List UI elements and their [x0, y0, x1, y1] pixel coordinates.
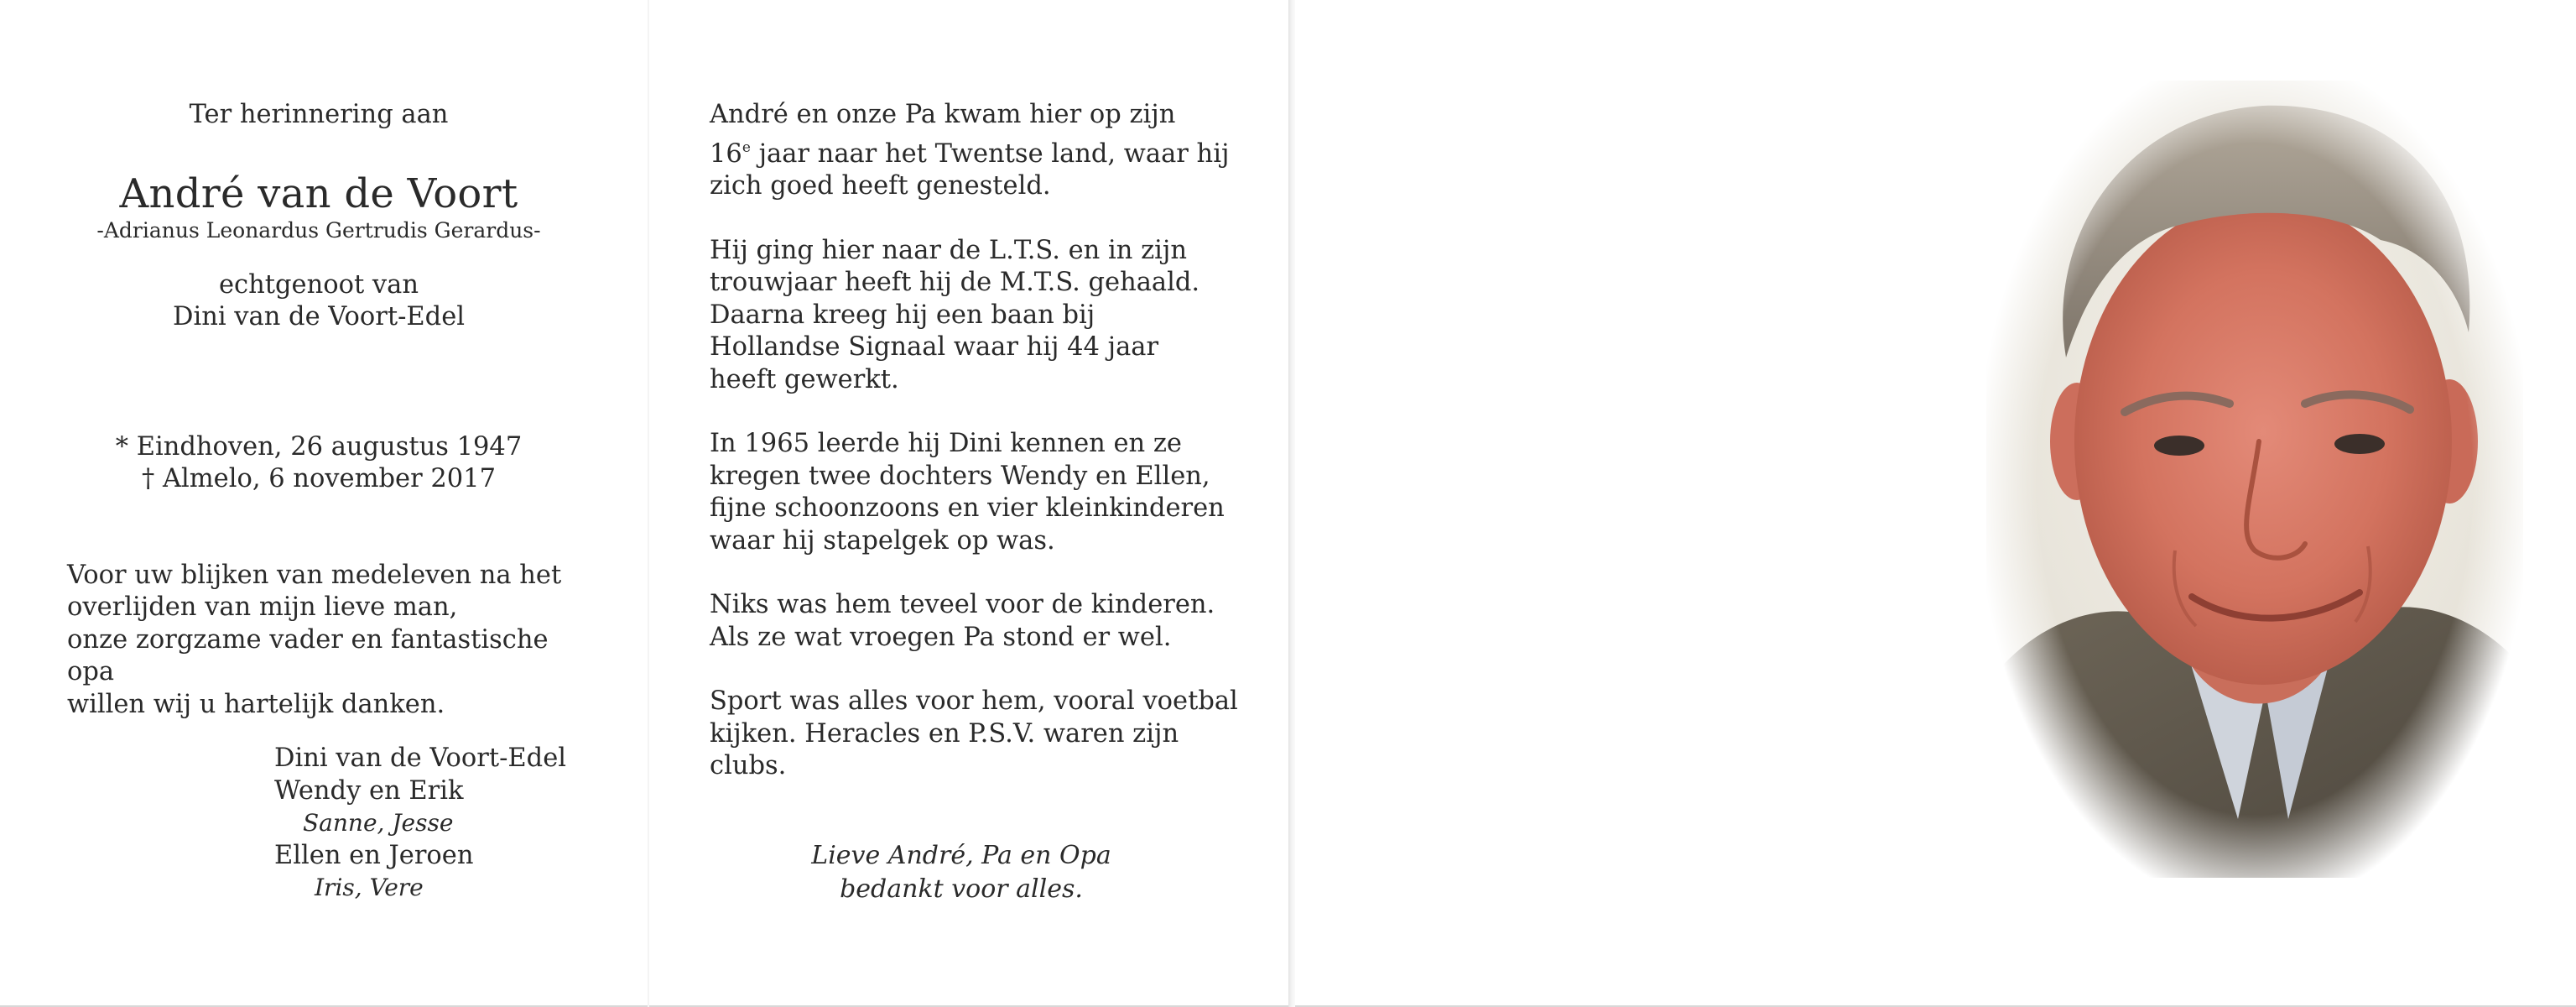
text-line: In 1965 leerde hij Dini kennen en ze: [710, 429, 1182, 458]
deceased-name: André van de Voort: [119, 170, 518, 217]
family-name: Dini van de Voort-Edel: [274, 744, 567, 773]
text-line: Daarna kreeg hij een baan bij: [710, 300, 1095, 330]
ordinal-suffix: e: [742, 138, 751, 156]
text-line: zich goed heeft genesteld.: [710, 171, 1051, 201]
family-name: Wendy en Erik: [274, 775, 464, 806]
family-name: Ellen en Jeroen: [274, 840, 474, 870]
thanks-line: onze zorgzame vader en fantastische opa: [67, 624, 549, 686]
dates-block: [50, 431, 587, 496]
text-line: fijne schoonzoons en vier kleinkinderen: [710, 493, 1225, 523]
left-eye: [2154, 436, 2204, 456]
closing-line: bedankt voor alles.: [840, 874, 1083, 904]
intro-text: Ter herinnering aan: [189, 100, 449, 129]
title-block: [50, 99, 587, 496]
grandchildren-names: Sanne, Jesse: [303, 809, 454, 837]
paragraph-career: [710, 235, 1246, 397]
text-line: Als ze wat vroegen Pa stond er wel.: [710, 622, 1172, 652]
thanks-line: Voor uw blijken van medeleven na het: [67, 560, 562, 590]
fold-line: [648, 0, 649, 1007]
spouse-block: [50, 269, 587, 334]
grandchildren-names: Iris, Vere: [315, 874, 424, 901]
thanks-line: overlijden van mijn lieve man,: [67, 592, 458, 622]
thanks-line: willen wij u hartelijk danken.: [67, 689, 445, 719]
text-line: Niks was hem teveel voor de kinderen.: [710, 590, 1215, 619]
text-line: [710, 132, 1246, 171]
family-signatures: [50, 743, 587, 905]
left-column: [50, 99, 587, 905]
paragraph-sport: [710, 686, 1246, 783]
text-line: kijken. Heracles en P.S.V. waren zijn clubs.: [710, 718, 1179, 780]
text-line: waar hij stapelgek op was.: [710, 525, 1055, 556]
paragraph-children: [710, 589, 1246, 654]
text-line: trouwjaar heeft hij de M.T.S. gehaald.: [710, 268, 1200, 297]
portrait-photo: [1986, 81, 2523, 878]
text-line: Sport was alles voor hem, vooral voetbal: [710, 686, 1238, 716]
text-line: Hij ging hier naar de L.T.S. en in zijn: [710, 235, 1188, 265]
card-gap: [1288, 0, 1295, 1007]
face-shape: [2074, 198, 2452, 685]
birth-line: * Eindhoven, 26 augustus 1947: [115, 431, 523, 462]
text-line: André en onze Pa kwam hier op zijn: [710, 100, 1176, 129]
paragraph-youth: [710, 99, 1246, 203]
ordinal-number: 16: [710, 138, 742, 169]
spouse-label: echtgenoot van: [219, 269, 419, 300]
portrait-illustration: [1986, 81, 2523, 878]
closing-message: [710, 839, 1213, 906]
deceased-full-name: -Adrianus Leonardus Gertrudis Gerardus-: [96, 217, 541, 243]
text-line: heeft gewerkt.: [710, 364, 899, 394]
right-column: [710, 99, 1246, 815]
death-line: † Almelo, 6 november 2017: [142, 464, 496, 493]
text-rest: jaar naar het Twentse land, waar hij: [750, 138, 1230, 169]
spouse-name: Dini van de Voort-Edel: [172, 302, 465, 331]
right-eye: [2334, 434, 2385, 454]
paragraph-family: [710, 428, 1246, 557]
text-line: kregen twee dochters Wendy en Ellen,: [710, 461, 1210, 491]
closing-line: Lieve André, Pa en Opa: [811, 841, 1111, 870]
text-line: Hollandse Signaal waar hij 44 jaar: [710, 332, 1159, 362]
thanks-text: [50, 560, 587, 722]
